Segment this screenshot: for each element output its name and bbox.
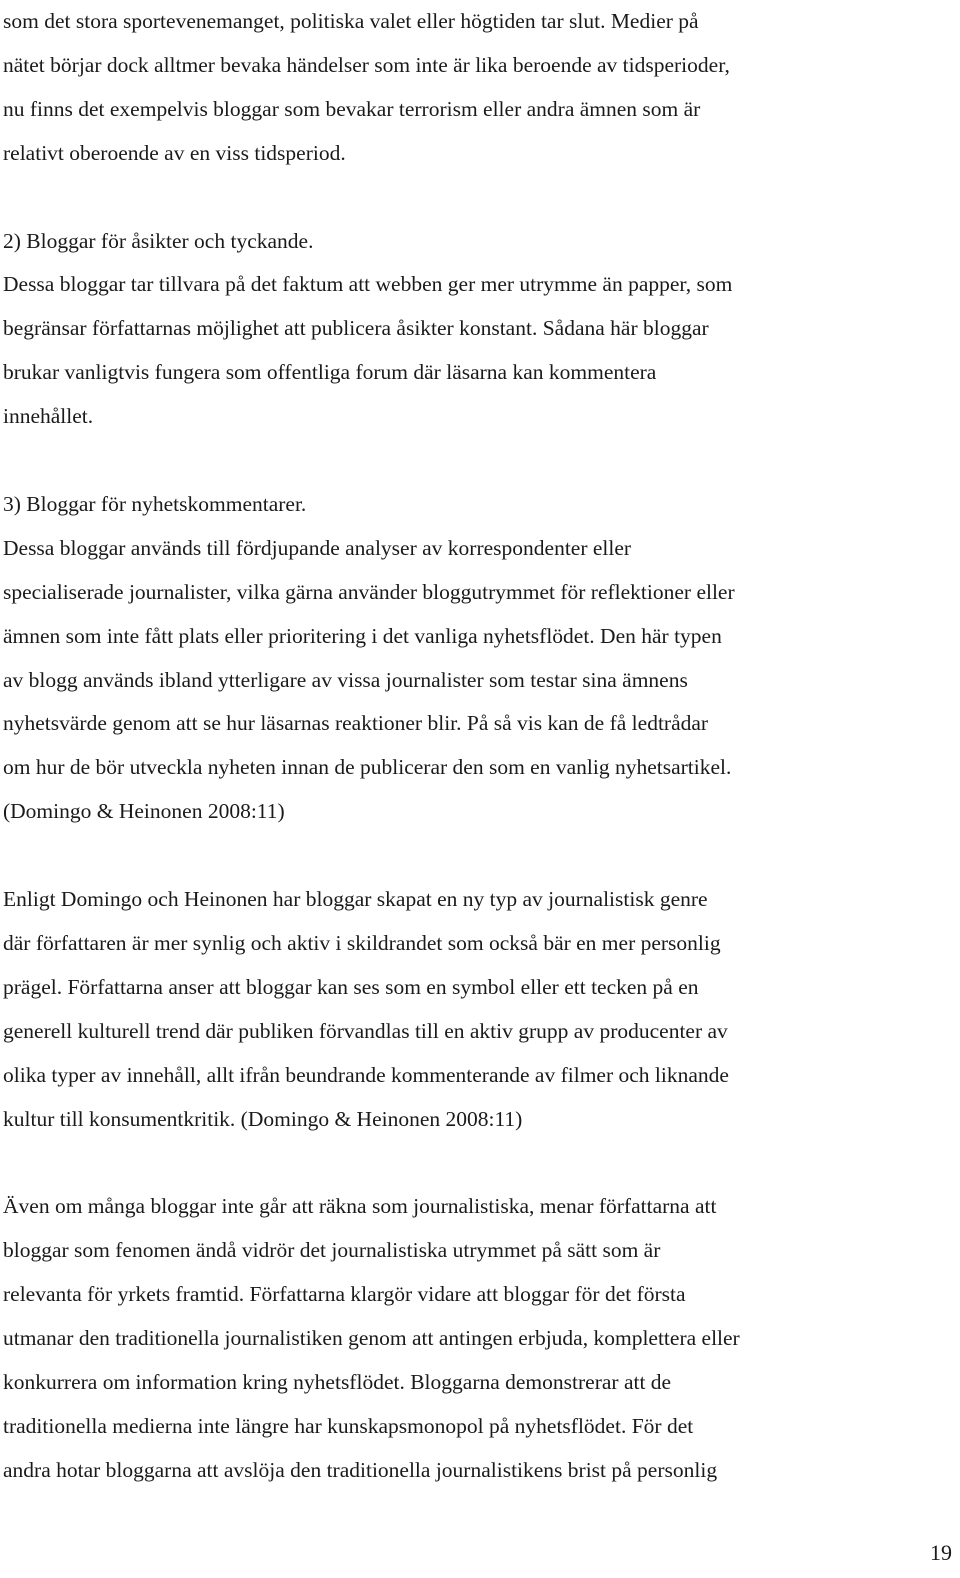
paragraph-spacer <box>3 834 933 878</box>
text-line: nyhetsvärde genom att se hur läsarnas reaktioner blir. På så vis kan de få ledtrådar <box>3 711 709 736</box>
text-line: relativt oberoende av en viss tidsperiod. <box>3 140 346 165</box>
paragraph-intro <box>3 0 933 176</box>
text-line: traditionella medierna inte längre har kunskapsmonopol på nyhetsflödet. För det <box>3 1413 694 1438</box>
text-line: nätet börjar dock alltmer bevaka händelser som inte är lika beroende av tidsperioder, <box>3 52 730 77</box>
text-line: som det stora sportevenemanget, politiska valet eller högtiden tar slut. Medier på <box>3 9 699 33</box>
text-line: där författaren är mer synlig och aktiv i skildrandet som också bär en mer personlig <box>3 930 721 955</box>
text-line: specialiserade journalister, vilka gärna använder bloggutrymmet för reflektioner eller <box>3 579 735 604</box>
text-line: brukar vanligtvis fungera som offentliga forum där läsarna kan kommentera <box>3 360 657 385</box>
text-line: konkurrera om information kring nyhetsflödet. Bloggarna demonstrerar att de <box>3 1370 672 1395</box>
text-line: ämnen som inte fått plats eller prioritering i det vanliga nyhetsflödet. Den här typen <box>3 623 722 648</box>
paragraph-domingo-heinonen <box>3 878 933 1141</box>
text-line: Dessa bloggar används till fördjupande analyser av korrespondenter eller <box>3 535 632 560</box>
text-line: generell kulturell trend där publiken förvandlas till en aktiv grupp av producenter av <box>3 1018 728 1043</box>
paragraph-spacer <box>3 439 933 483</box>
section-2 <box>3 220 933 440</box>
section-heading: 3) Bloggar för nyhetskommentarer. <box>3 491 307 516</box>
section-heading: 2) Bloggar för åsikter och tyckande. <box>3 228 314 253</box>
section-3 <box>3 483 933 834</box>
text-line: olika typer av innehåll, allt ifrån beundrande kommenterande av filmer och liknande <box>3 1062 729 1087</box>
text-line: begränsar författarnas möjlighet att publicera åsikter konstant. Sådana här bloggar <box>3 316 709 341</box>
text-line: Dessa bloggar tar tillvara på det faktum att webben ger mer utrymme än papper, som <box>3 272 733 297</box>
document-page <box>3 0 933 1493</box>
paragraph-spacer <box>3 176 933 220</box>
text-line: prägel. Författarna anser att bloggar kan ses som en symbol eller ett tecken på en <box>3 974 699 999</box>
paragraph-spacer <box>3 1142 933 1186</box>
text-line: om hur de bör utveckla nyheten innan de publicerar den som en vanlig nyhetsartikel. <box>3 755 732 780</box>
text-line: bloggar som fenomen ändå vidrör det journalistiska utrymmet på sätt som är <box>3 1238 661 1263</box>
text-line: Enligt Domingo och Heinonen har bloggar skapat en ny typ av journalistisk genre <box>3 887 708 912</box>
text-line: innehållet. <box>3 404 94 429</box>
text-line: Även om många bloggar inte går att räkna som journalistiska, menar författarna att <box>3 1194 717 1219</box>
text-line: relevanta för yrkets framtid. Författarna klargör vidare att bloggar för det första <box>3 1282 686 1307</box>
text-line: av blogg används ibland ytterligare av vissa journalister som testar sina ämnens <box>3 667 688 692</box>
page-number: 19 <box>930 1540 952 1565</box>
text-line: nu finns det exempelvis bloggar som bevakar terrorism eller andra ämnen som är <box>3 96 701 121</box>
text-line: utmanar den traditionella journalistiken genom att antingen erbjuda, komplettera eller <box>3 1326 740 1351</box>
text-line: (Domingo & Heinonen 2008:11) <box>3 799 285 824</box>
paragraph-journalism <box>3 1185 933 1492</box>
text-line: kultur till konsumentkritik. (Domingo & Heinonen 2008:11) <box>3 1106 523 1131</box>
text-line: andra hotar bloggarna att avslöja den traditionella journalistikens brist på personlig <box>3 1457 718 1482</box>
